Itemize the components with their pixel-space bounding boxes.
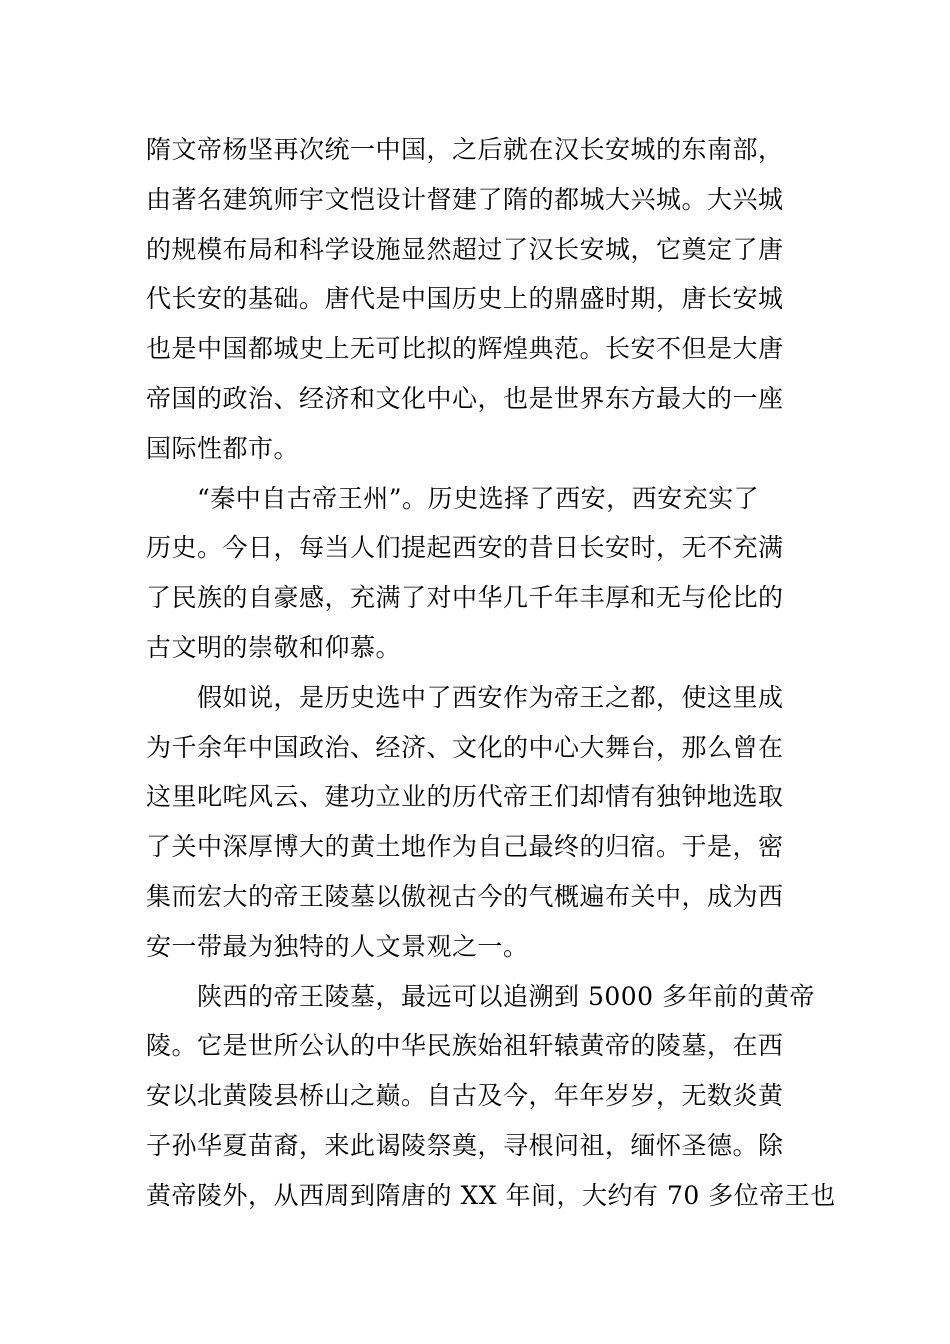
- body-text: [146, 125, 836, 1221]
- text-line-21: 子孙华夏苗裔，来此谒陵祭奠，寻根问祖，缅怀圣德。除: [146, 1130, 784, 1160]
- text-line-7: 国际性都市。: [146, 433, 300, 463]
- text-line-13: 为千余年中国政治、经济、文化的中心大舞台，那么曾在: [146, 732, 784, 762]
- text-line-5: 也是中国都城史上无可比拟的辉煌典范。长安不但是大唐: [146, 334, 784, 364]
- text-line-20: 安以北黄陵县桥山之巅。自古及今，年年岁岁，无数炎黄: [146, 1081, 784, 1111]
- text-line-1: 隋文帝杨坚再次统一中国，之后就在汉长安城的东南部，: [146, 135, 784, 164]
- text-line-6: 帝国的政治、经济和文化中心，也是世界东方最大的一座: [146, 383, 784, 413]
- text-line-14: 这里叱咤风云、建功立业的历代帝王们却情有独钟地选取: [146, 782, 784, 812]
- text-line-16: 集而宏大的帝王陵墓以傲视古今的气概遍布关中，成为西: [146, 881, 784, 911]
- text-line-17: 安一带最为独特的人文景观之一。: [146, 931, 529, 961]
- text-line-19: 陵。它是世所公认的中华民族始祖轩辕黄帝的陵墓，在西: [146, 1031, 784, 1061]
- text-line-12: 假如说，是历史选中了西安作为帝王之都，使这里成: [146, 682, 784, 712]
- text-line-9: 历史。今日，每当人们提起西安的昔日长安时，无不充满: [146, 533, 784, 563]
- text-line-10: 了民族的自豪感，充满了对中华几千年丰厚和无与伦比的: [146, 583, 784, 613]
- text-line-15: 了关中深厚博大的黄土地作为自己最终的归宿。于是，密: [146, 832, 784, 862]
- text-line-4: 代长安的基础。唐代是中国历史上的鼎盛时期，唐长安城: [146, 284, 784, 314]
- text-line-22: 黄帝陵外，从西周到隋唐的 XX 年间，大约有 70 多位帝王也: [146, 1180, 836, 1210]
- text-line-8: “秦中自古帝王州”。历史选择了西安，西安充实了: [146, 483, 760, 513]
- text-line-11: 古文明的崇敬和仰慕。: [146, 632, 402, 662]
- text-line-2: 由著名建筑师宇文恺设计督建了隋的都城大兴城。大兴城: [146, 184, 784, 214]
- text-line-3: 的规模布局和科学设施显然超过了汉长安城，它奠定了唐: [146, 234, 784, 264]
- text-line-18: 陕西的帝王陵墓，最远可以追溯到 5000 多年前的黄帝: [146, 981, 816, 1011]
